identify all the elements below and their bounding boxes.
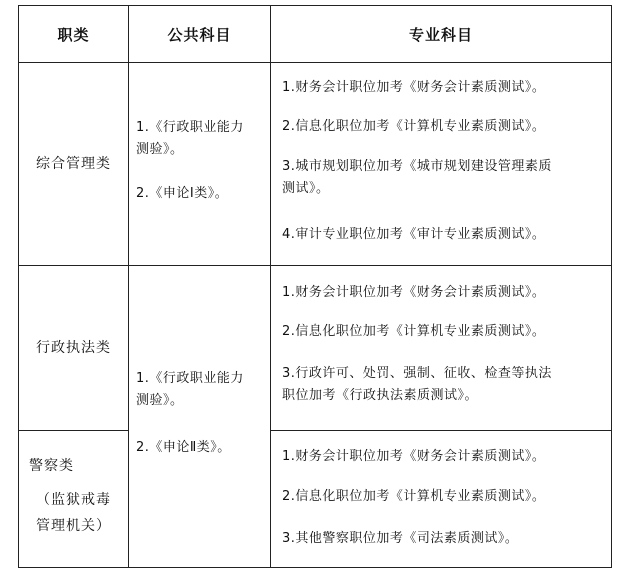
category-police-title: 警察类 [29, 458, 74, 474]
category-police-note-line1: （监狱戒毒 [36, 492, 111, 508]
col-divider-1 [128, 5, 129, 568]
professional-subject-item: 3.行政许可、处罚、强制、征收、检查等执法 职位加考《行政执法素质测试》。 [282, 366, 552, 403]
category-comprehensive-management: 综合管理类 [36, 156, 111, 172]
professional-subjects-1 [282, 63, 608, 265]
header-public-subjects: 公共科目 [167, 25, 232, 44]
professional-subject-item: 2.信息化职位加考《计算机专业素质测试》。 [282, 489, 546, 504]
public-subject-item: 2.《申论Ⅱ类》。 [136, 440, 231, 455]
category-police [19, 453, 128, 539]
public-subjects-shared [136, 266, 268, 567]
professional-subject-item: 2.信息化职位加考《计算机专业素质测试》。 [282, 324, 546, 339]
professional-subject-item: 1.财务会计职位加考《财务会计素质测试》。 [282, 285, 546, 300]
row-divider-2-left [18, 430, 128, 431]
header-professional-subjects: 专业科目 [408, 25, 473, 44]
table-border-right [611, 5, 612, 568]
professional-subjects-2 [282, 266, 608, 430]
professional-subjects-3 [282, 431, 608, 567]
professional-subject-item: 1.财务会计职位加考《财务会计素质测试》。 [282, 80, 546, 95]
category-police-note-line2: 管理机关） [36, 518, 111, 534]
header-category: 职类 [57, 25, 90, 44]
public-subject-item: 2.《申论Ⅰ类》。 [136, 186, 229, 201]
professional-subject-item: 3.城市规划职位加考《城市规划建设管理素质 测试》。 [282, 159, 552, 196]
professional-subject-item: 2.信息化职位加考《计算机专业素质测试》。 [282, 119, 546, 134]
public-subjects-1 [136, 63, 268, 265]
table-border-bottom [18, 567, 612, 568]
category-administrative-law-enforcement: 行政执法类 [36, 340, 111, 356]
public-subject-item: 1.《行政职业能力 测验》。 [136, 371, 244, 408]
public-subject-item: 1.《行政职业能力 测验》。 [136, 120, 244, 157]
col-divider-2 [270, 5, 271, 568]
professional-subject-item: 3.其他警察职位加考《司法素质测试》。 [282, 531, 519, 546]
professional-subject-item: 1.财务会计职位加考《财务会计素质测试》。 [282, 449, 546, 464]
professional-subject-item: 4.审计专业职位加考《审计专业素质测试》。 [282, 227, 546, 242]
